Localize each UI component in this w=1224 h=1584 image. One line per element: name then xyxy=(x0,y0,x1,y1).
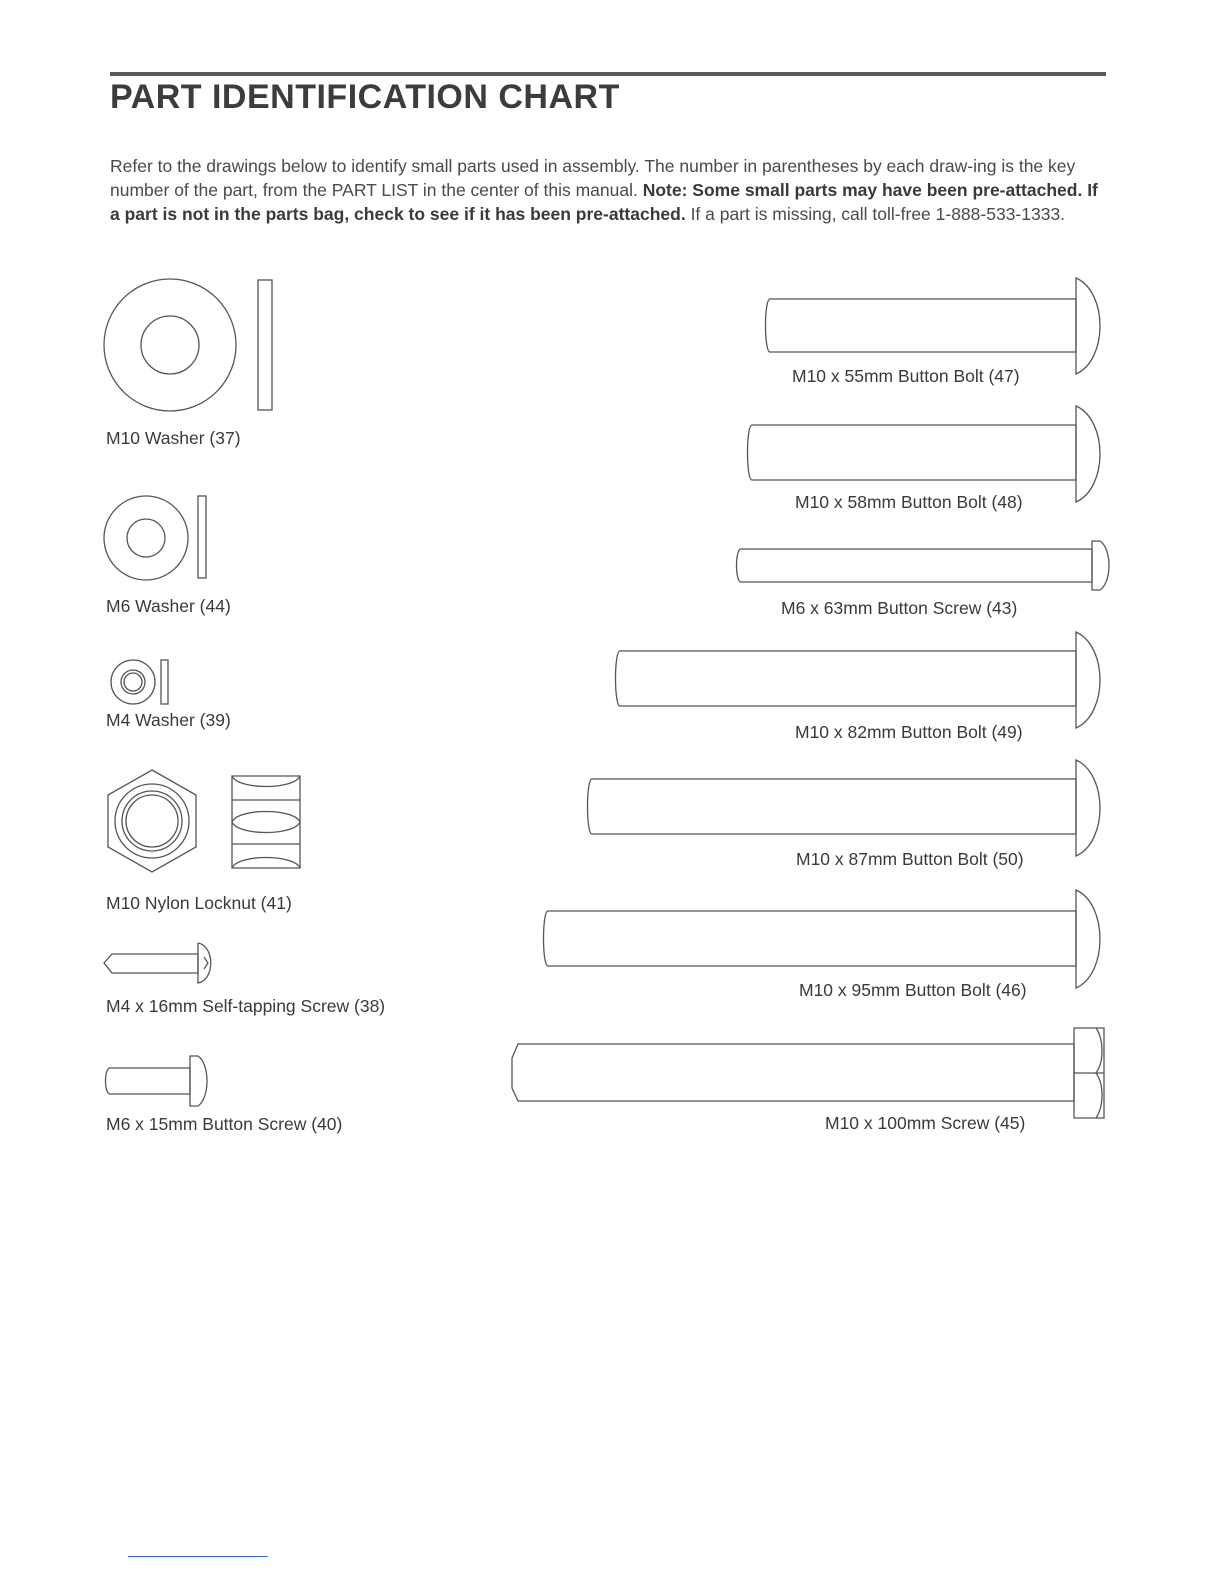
bolt-55-label: M10 x 55mm Button Bolt (47) xyxy=(792,366,1020,386)
m10-washer-label: M10 Washer (37) xyxy=(106,428,241,448)
m6-15-screw-drawing xyxy=(106,1056,208,1106)
bolt-95-drawing xyxy=(544,890,1101,988)
bolt-58-drawing xyxy=(748,406,1101,502)
m4-washer-drawing xyxy=(111,660,168,704)
m10-locknut-drawing xyxy=(108,770,300,872)
bolt-55-drawing xyxy=(766,278,1101,374)
bolt-58-label: M10 x 58mm Button Bolt (48) xyxy=(795,492,1023,512)
screw-100-label: M10 x 100mm Screw (45) xyxy=(825,1113,1026,1133)
intro-text-2: If a part is missing, call toll-free 1-888-533-1333. xyxy=(685,204,1066,224)
bolt-87-label: M10 x 87mm Button Bolt (50) xyxy=(796,849,1024,869)
m6-15-screw-label: M6 x 15mm Button Screw (40) xyxy=(106,1114,343,1134)
m10-locknut-label: M10 Nylon Locknut (41) xyxy=(106,893,292,913)
bolt-95-label: M10 x 95mm Button Bolt (46) xyxy=(799,980,1027,1000)
m6-washer-label: M6 Washer (44) xyxy=(106,596,231,616)
screw-63-drawing xyxy=(737,541,1110,590)
m4-screw-label: M4 x 16mm Self-tapping Screw (38) xyxy=(106,996,386,1016)
m10-washer-drawing xyxy=(104,279,272,411)
bolt-82-label: M10 x 82mm Button Bolt (49) xyxy=(795,722,1023,742)
screw-100-drawing xyxy=(512,1028,1104,1118)
m4-screw-drawing xyxy=(104,943,211,983)
bolt-82-drawing xyxy=(616,632,1101,728)
m6-washer-drawing xyxy=(104,496,206,580)
intro-note: Note: Some small parts may have been pre-attached. If a part is not in the parts bag, check to see if it has been pre-attached. xyxy=(110,180,1098,224)
m4-washer-label: M4 Washer (39) xyxy=(106,710,231,730)
bolt-87-drawing xyxy=(588,760,1101,856)
intro-text-1: Refer to the drawings below to identify small parts used in assembly. The number in parentheses by each draw-ing is the key number of the part, from the PART LIST in the center of this manual. xyxy=(110,156,1076,200)
screw-63-label: M6 x 63mm Button Screw (43) xyxy=(781,598,1018,618)
footer-rule xyxy=(128,1556,268,1557)
page-title: PART IDENTIFICATION CHART xyxy=(110,78,620,116)
